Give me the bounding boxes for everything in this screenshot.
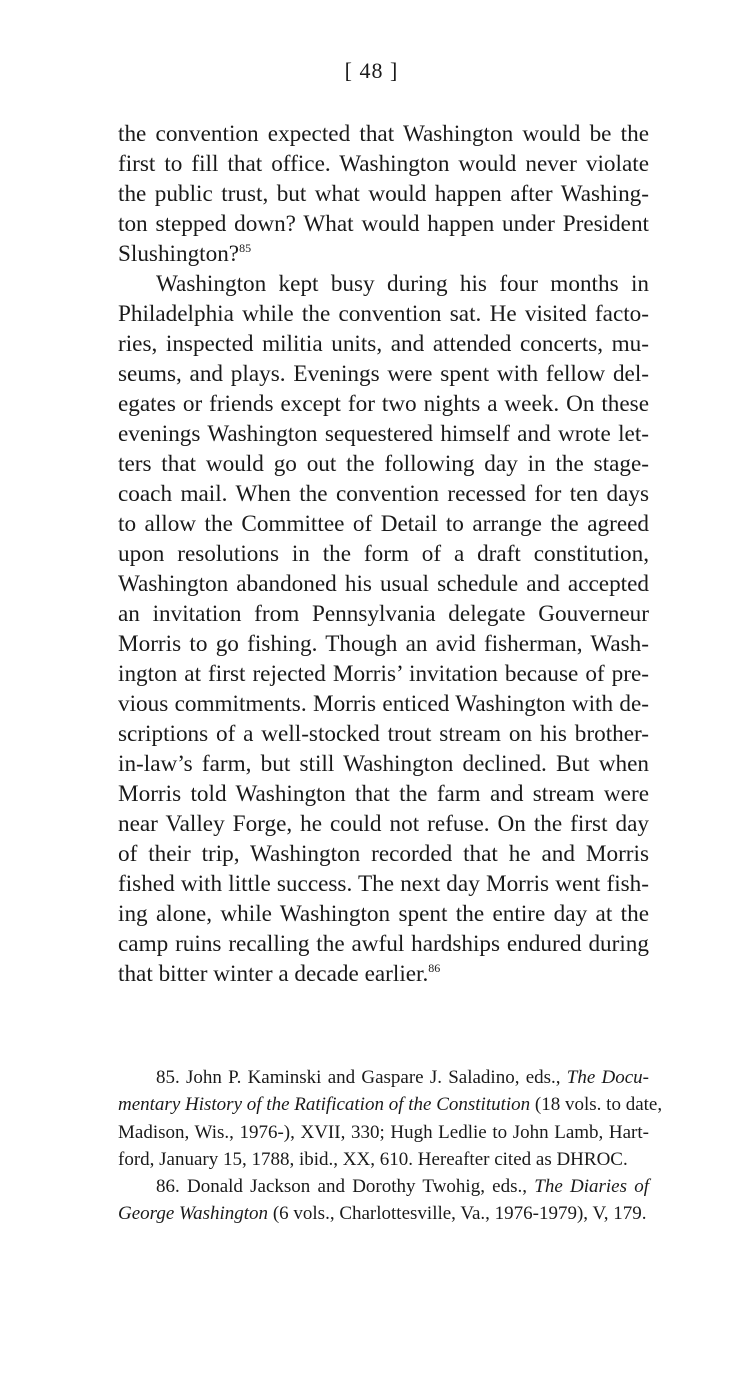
footnote-85: Madison, Wis., 1976-), XVII, 330; Hugh Ledlie to John Lamb, Hart-	[118, 1121, 649, 1143]
body-line: ton stepped down? What would happen under President	[118, 211, 649, 237]
body-line: in-law’s farm, but still Washington declined. But when	[118, 751, 649, 777]
footnote-85: mentary History of the Ratification of the Constitution (18 vols. to date,	[118, 1094, 663, 1116]
body-line: Morris told Washington that the farm and stream were	[118, 781, 649, 807]
body-line: evenings Washington sequestered himself and wrote let-	[118, 421, 649, 447]
body-line: Morris to go fishing. Though an avid fisherman, Wash-	[118, 631, 649, 657]
footnote-ref-86[interactable]: 86	[428, 961, 441, 975]
body-line: ries, inspected militia units, and attended concerts, mu-	[118, 331, 649, 357]
body-line: egates or friends except for two nights a week. On these	[118, 391, 649, 417]
body-line: fished with little success. The next day Morris went fish-	[118, 871, 649, 897]
page-number: [ 48 ]	[344, 58, 399, 83]
body-line: seums, and plays. Evenings were spent with fellow del-	[118, 361, 649, 387]
body-line: ing alone, while Washington spent the entire day at the	[118, 901, 649, 927]
body-line: near Valley Forge, he could not refuse. On the first day	[118, 811, 649, 837]
footnotes	[118, 1064, 663, 1228]
body-line: an invitation from Pennsylvania delegate Gouverneur	[118, 601, 649, 627]
body-line: Washington abandoned his usual schedule and accepted	[118, 571, 649, 597]
body-line: of their trip, Washington recorded that he and Morris	[118, 841, 649, 867]
body-line: coach mail. When the convention recessed for ten days	[118, 481, 649, 507]
footnote-85: ford, January 15, 1788, ibid., XX, 610. Hereafter cited as DHROC.	[118, 1148, 628, 1170]
body-line: the convention expected that Washington would be the	[118, 121, 649, 147]
body-line: that bitter winter a decade earlier.$^{86}$	[118, 961, 441, 987]
body-line: ington at first rejected Morris’ invitation because of pre-	[118, 661, 649, 687]
body-line: to allow the Committee of Detail to arrange the agreed	[118, 511, 649, 537]
body-line: ters that would go out the following day in the stage-	[118, 451, 649, 477]
footnote-86: George Washington (6 vols., Charlottesville, Va., 1976-1979), V, 179.	[118, 1203, 647, 1225]
footnote-85: 85. John P. Kaminski and Gaspare J. Saladino, eds., The Docu-	[156, 1067, 649, 1088]
footnote-86: 86. Donald Jackson and Dorothy Twohig, eds., The Diaries of	[156, 1176, 649, 1198]
body-line: the public trust, but what would happen after Washing-	[118, 181, 649, 207]
footnote-ref-85[interactable]: 85	[239, 241, 252, 255]
body-line: first to fill that office. Washington would never violate	[118, 151, 649, 177]
body-text	[118, 119, 649, 989]
body-line: vious commitments. Morris enticed Washington with de-	[118, 691, 649, 717]
body-line: Washington kept busy during his four months in	[156, 271, 649, 297]
body-line: Slushington?$^{85}$	[118, 241, 252, 267]
body-line: scriptions of a well-stocked trout stream on his brother-	[118, 721, 649, 747]
body-line: upon resolutions in the form of a draft constitution,	[118, 541, 649, 567]
body-line: Philadelphia while the convention sat. He visited facto-	[118, 301, 649, 327]
body-line: camp ruins recalling the awful hardships endured during	[118, 931, 649, 957]
